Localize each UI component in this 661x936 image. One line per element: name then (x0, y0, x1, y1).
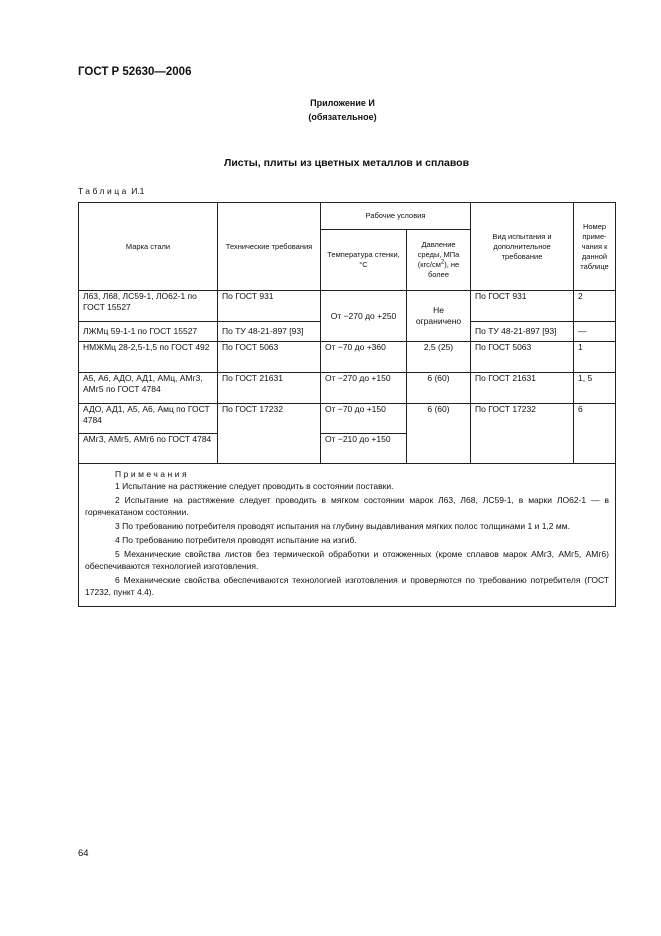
section-title: Листы, плиты из цветных металлов и сплавов (223, 157, 470, 169)
note-item: 2 Испытание на растяжение следует проводить в мягком состоянии марок Л63, Л68, ЛС59-1, в марки ЛО62-1 — в горячекатаном состоянии. (85, 495, 609, 517)
appendix-status: (обязательное) (308, 112, 377, 122)
cell-temperature: От −70 до +150 (321, 404, 407, 434)
table-label (78, 186, 144, 196)
cell-test: По ГОСТ 931 (471, 291, 574, 322)
cell-tech: По ГОСТ 21631 (218, 373, 321, 404)
table-row (79, 373, 616, 404)
cell-temperature: От −270 до +250 (321, 291, 407, 342)
notes-title: Примечания (115, 469, 190, 479)
notes-cell (79, 464, 616, 607)
cell-test: По ГОСТ 5063 (471, 342, 574, 373)
cell-test: По ГОСТ 17232 (471, 404, 574, 464)
table-label-number: И.1 (131, 186, 145, 196)
cell-grade: АДО, АД1, А5, А6, Амц по ГОСТ 4784 (79, 404, 218, 434)
col-header-tech: Технические требования (218, 203, 321, 291)
appendix-title: Приложение И (310, 98, 375, 108)
cell-temperature: От −70 до +360 (321, 342, 407, 373)
note-item: 6 Механические свойства обеспечиваются технологией изготовления и проверяются по требованию потребителя (ГОСТ 17232, пункт 4.4). (85, 575, 609, 597)
col-header-grade: Марка стали (79, 203, 218, 291)
cell-grade: А5, А6, АДО, АД1, АМц, АМг3, АМг5 по ГОСТ 4784 (79, 373, 218, 404)
document-code: ГОСТ Р 52630—2006 (78, 66, 192, 78)
cell-temperature: От −270 до +150 (321, 373, 407, 404)
col-header-pressure: Давление среды, МПа $(кгс/см^2)$, не более (407, 230, 471, 291)
appendix-heading (0, 96, 661, 124)
table-row (79, 404, 616, 434)
note-item: 4 По требованию потребителя проводят испытание на изгиб. (115, 535, 357, 545)
cell-tech: По ГОСТ 17232 (218, 404, 321, 464)
cell-pressure: 2,5 (25) (407, 342, 471, 373)
note-item: 1 Испытание на растяжение следует проводить в состоянии поставки. (115, 481, 394, 491)
materials-table (78, 202, 616, 607)
cell-temperature: От −210 до +150 (321, 434, 407, 464)
cell-note: 1, 5 (574, 373, 616, 404)
cell-pressure: 6 (60) (407, 373, 471, 404)
cell-tech: По ГОСТ 5063 (218, 342, 321, 373)
table-header-row (79, 203, 616, 230)
table-row (79, 342, 616, 373)
cell-grade: ЛЖМц 59-1-1 по ГОСТ 15527 (79, 322, 218, 342)
col-header-work-conditions: Рабочие условия (321, 203, 471, 230)
notes-row (79, 464, 616, 607)
note-item: 3 По требованию потребителя проводят испытания на глубину выдавливания мягких полос толщинами 1 и 1,2 мм. (115, 521, 570, 531)
cell-grade: АМг3, АМг5, АМг6 по ГОСТ 4784 (79, 434, 218, 464)
cell-note: — (574, 322, 616, 342)
cell-note: 1 (574, 342, 616, 373)
cell-tech: По ГОСТ 931 (218, 291, 321, 322)
cell-grade: Л63, Л68, ЛС59-1, ЛО62-1 по ГОСТ 15527 (79, 291, 218, 322)
table-label-prefix: Таблица (78, 186, 129, 196)
col-header-test: Вид испытания и дополнительное требование (471, 203, 574, 291)
col-header-note-number: Номер приме-чания к данной таблице (574, 203, 616, 291)
cell-note: 2 (574, 291, 616, 322)
cell-test: По ТУ 48-21-897 [93] (471, 322, 574, 342)
col-header-temperature: Температура стенки, °С (321, 230, 407, 291)
cell-test: По ГОСТ 21631 (471, 373, 574, 404)
cell-pressure: Не ограничено (407, 291, 471, 342)
table-row (79, 291, 616, 322)
cell-note: 6 (574, 404, 616, 464)
cell-grade: НМЖМц 28-2,5-1,5 по ГОСТ 492 (79, 342, 218, 373)
note-item: 5 Механические свойства листов без термической обработки и отожженных (кроме сплавов марок АМг3, АМг5, АМг6) обеспечиваются технологией изготовления. (85, 549, 609, 571)
page-number: 64 (78, 848, 89, 859)
cell-tech: По ТУ 48-21-897 [93] (218, 322, 321, 342)
cell-pressure: 6 (60) (407, 404, 471, 464)
